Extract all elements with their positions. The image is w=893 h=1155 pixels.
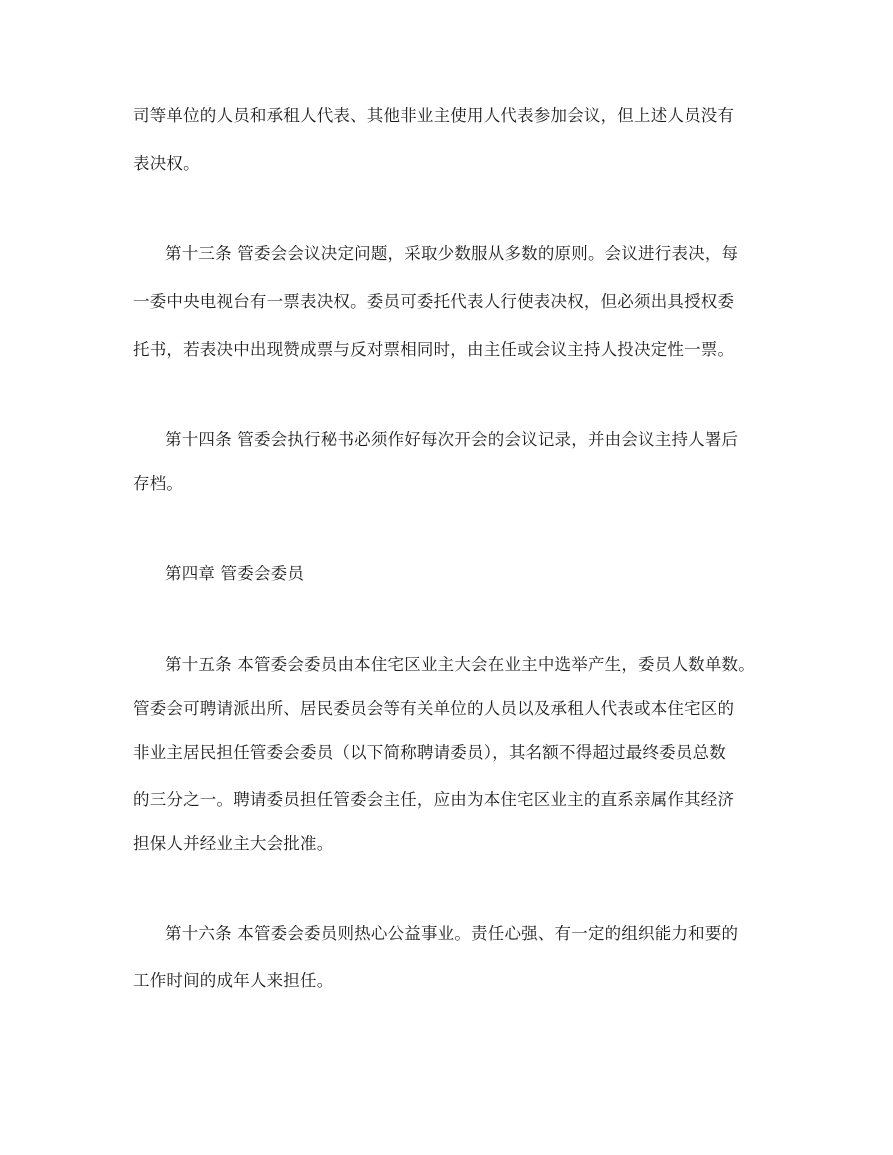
article-15-line-2: 管委会可聘请派出所、居民委员会等有关单位的人员以及承租人代表或本住宅区的 [133, 699, 735, 718]
article-15-line-1: 第十五条 本管委会委员由本住宅区业主大会在业主中选举产生，委员人数单数。 [165, 655, 755, 674]
article-13-line-2: 一委中央电视台有一票表决权。委员可委托代表人行使表决权，但必须出具授权委 [133, 292, 735, 311]
article-16-line-2: 工作时间的成年人来担任。 [133, 971, 334, 990]
article-16-line-1: 第十六条 本管委会委员则热心公益事业。责任心强、有一定的组织能力和要的 [165, 924, 739, 943]
article-14-line-2: 存档。 [133, 474, 184, 493]
text-line-2: 表决权。 [133, 154, 200, 173]
article-13-line-3: 托书，若表决中出现赞成票与反对票相同时，由主任或会议主持人投决定性一票。 [133, 340, 735, 359]
article-15-line-3: 非业主居民担任管委会委员（以下简称聘请委员），其名额不得超过最终委员总数 [133, 743, 726, 762]
chapter-4-heading: 第四章 管委会委员 [165, 564, 305, 583]
article-13-line-1: 第十三条 管委会会议决定问题，采取少数服从多数的原则。会议进行表决，每 [165, 244, 739, 263]
article-15-line-5: 担保人并经业主大会批准。 [133, 834, 334, 853]
text-line-1: 司等单位的人员和承租人代表、其他非业主使用人代表参加会议，但上述人员没有 [133, 106, 735, 125]
article-15-line-4: 的三分之一。聘请委员担任管委会主任，应由为本住宅区业主的直系亲属作其经济 [133, 790, 735, 809]
article-14-line-1: 第十四条 管委会执行秘书必须作好每次开会的会议记录，并由会议主持人署后 [165, 430, 739, 449]
